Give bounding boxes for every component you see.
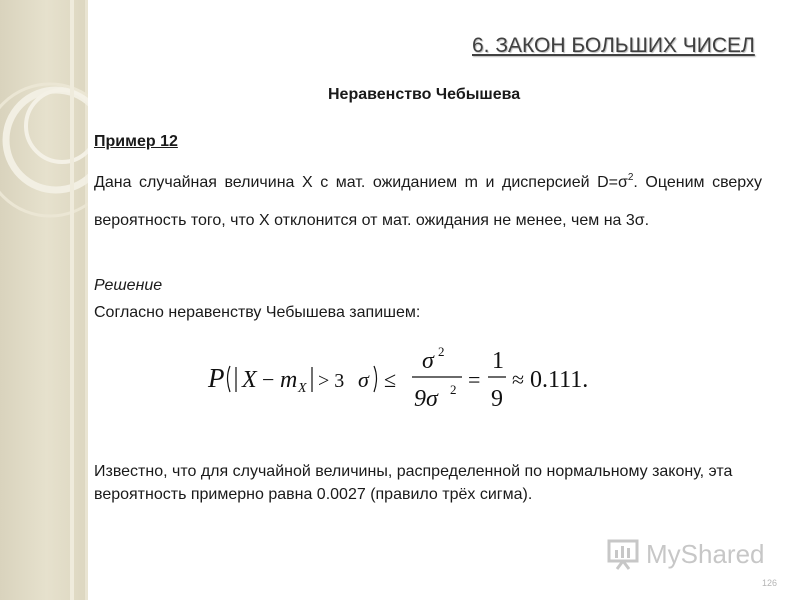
chebyshev-formula: [200, 336, 600, 416]
formula-frac1-numerator: σ: [422, 348, 434, 374]
formula-p: P: [208, 363, 225, 393]
formula-sigma: σ: [358, 367, 369, 392]
conclusion-text: Известно, что для случайной величины, распределенной по нормальному закону, эта вероятность примерно равна 0.0027 (правило трёх сигма).: [94, 463, 733, 503]
formula-m: m: [280, 367, 298, 393]
presentation-board-icon: [606, 537, 640, 571]
page-number: 126: [762, 578, 778, 588]
decorative-circles: [0, 0, 88, 600]
problem-text-part2: . Оценим сверху вероятность того, что X отклонится от мат. ожидания не менее, чем на 3σ.: [94, 174, 763, 229]
formula-left-paren: [228, 366, 231, 392]
formula-approx: ≈: [512, 367, 525, 392]
watermark-text: MyShared: [646, 538, 765, 569]
formula-equals: =: [468, 367, 481, 392]
formula-right-paren: [374, 366, 377, 392]
formula-m-subscript: X: [298, 381, 307, 396]
decorative-sidebar: [0, 0, 88, 600]
formula-frac1-denominator: 9σ: [414, 386, 438, 412]
watermark: [606, 536, 765, 572]
formula-minus: −: [262, 367, 275, 392]
problem-statement: [94, 164, 762, 240]
slide-subtitle: Неравенство Чебышева: [328, 86, 521, 103]
formula-frac2-numerator: 1: [492, 348, 504, 374]
decorative-circle: [26, 90, 88, 162]
formula-frac1-numerator-exponent: 2: [438, 344, 445, 359]
problem-exponent: 2: [627, 172, 634, 183]
formula-result: 0.111.: [530, 367, 589, 393]
solution-text: Согласно неравенству Чебышева запишем:: [94, 304, 421, 321]
formula-frac1-denominator-exponent: 2: [450, 382, 457, 397]
formula-leq: ≤: [384, 367, 397, 392]
formula-greater-than: > 3: [318, 370, 345, 392]
problem-text-part1: Дана случайная величина X с мат. ожиданием m и дисперсией D=σ: [94, 174, 628, 191]
formula-x: X: [242, 367, 257, 393]
decorative-circle: [6, 90, 88, 190]
solution-label: Решение: [94, 277, 163, 294]
decorative-circle: [0, 84, 88, 216]
example-label: Пример 12: [94, 133, 178, 150]
slide-title: 6. ЗАКОН БОЛЬШИХ ЧИСЕЛ: [472, 34, 755, 57]
formula-frac2-denominator: 9: [491, 386, 503, 412]
